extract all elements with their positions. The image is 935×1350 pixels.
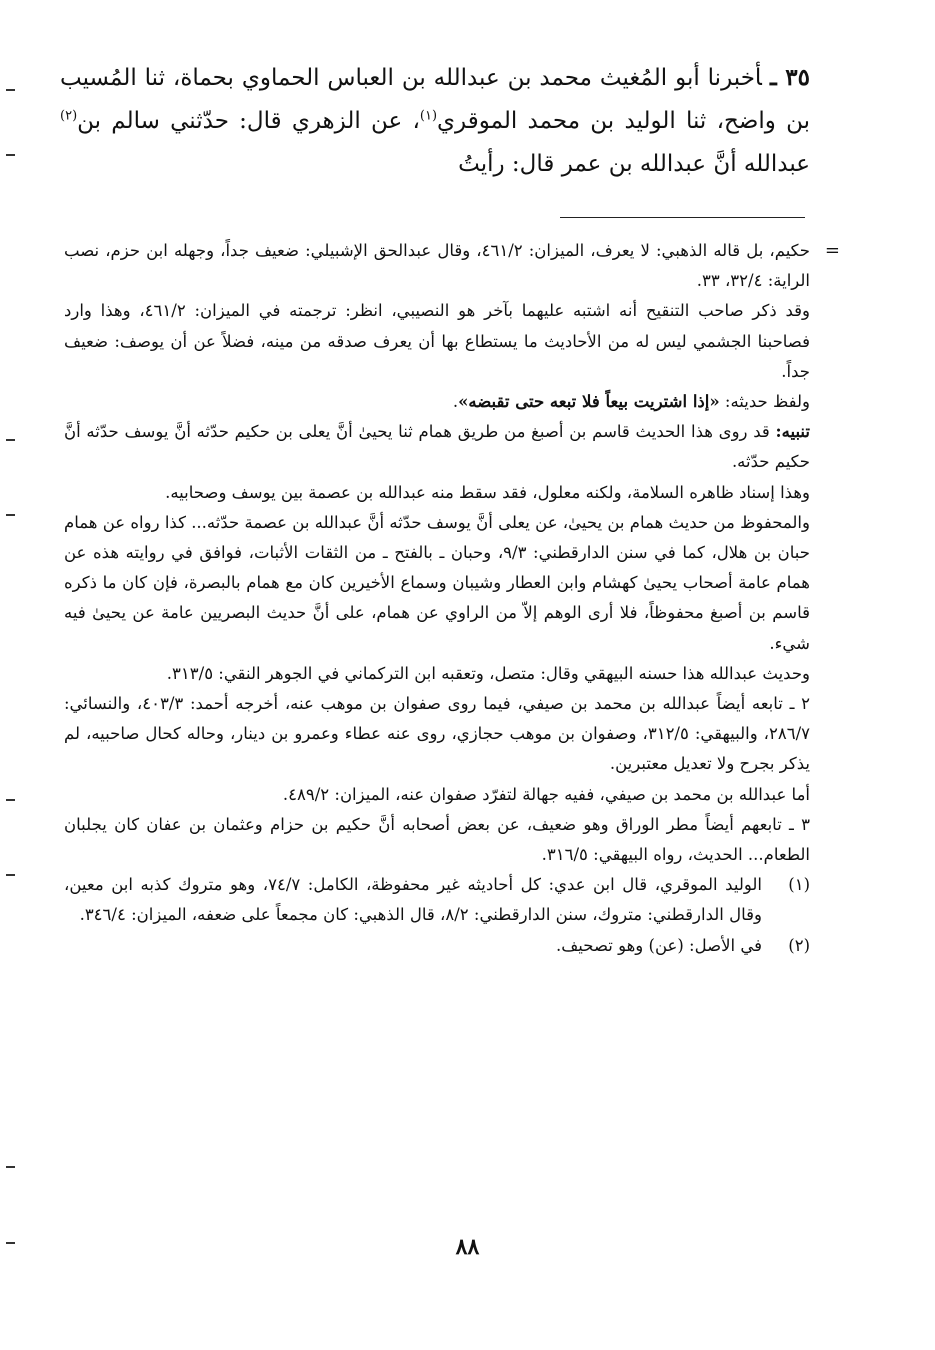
- footnote-separator-rule: [560, 217, 805, 218]
- note-paragraph-10: ٣ ـ تابعهم أيضاً مطر الوراق وهو ضعيف، عن بعض أصحابه أنَّ حكيم بن حزام وعثمان بن عفان كان يجلبان الطعام... الحديث، رواه البيهقي: ٣١٦/٥.: [64, 814, 810, 865]
- margin-mark: [0, 85, 22, 95]
- note-paragraph-6: والمحفوظ من حديث همام بن يحيىٰ، عن يعلى أنَّ يوسف حدّثه أنَّ عبدالله بن عصمة حدّثه... كذا رواه عن همام حبان بن هلال، كما في سنن الدارقطني: ٩/٣، وحبان ـ بالفتح ـ من الثقات الأثبات، فوافق في روايته هذه عن همام عامة أصحاب يحيىٰ كهشام وابن العطار وشيبان وسماع الأخيرين كان مع همام بالبصرة، فإن كان ما ذكره قاسم بن أصبغ محفوظاً، فلا أرى الوهم إلاّ من الراوي عن همام، على أنَّ حديث البصريين عامة عن يحيىٰ فيه شيء.: [64, 512, 810, 653]
- hadith-text-part-b: ، عن الزهري قال: حدّثني سالم بن: [77, 108, 420, 134]
- continuation-mark: =: [824, 240, 840, 261]
- footnote-1: [64, 870, 810, 930]
- note-paragraph-1: [64, 236, 840, 296]
- note-paragraph-7: وحديث عبدالله هذا حسنه البيهقي وقال: متصل، وتعقبه ابن التركماني في الجوهر النقي: ٣١٣/٥.: [166, 663, 810, 683]
- footnote-1-number: (١): [788, 875, 810, 895]
- note-paragraph-4-text: قد روى هذا الحديث قاسم بن أصبغ من طريق همام ثنا يحيىٰ أنَّ يعلى بن حكيم حدّثه أنَّ يوسف حدّثه أنَّ حكيم حدّثه.: [64, 422, 810, 472]
- margin-mark: [0, 150, 22, 160]
- footnote-1-text: الوليد الموقري، قال ابن عدي: كل أحاديثه غير محفوظة، الكامل: ٧٤/٧، وهو متروك كذبه ابن معين، وقال الدارقطني: متروك، سنن الدارقطني: ٨/٢، قال الذهبي: كان مجمعاً على ضعفه، الميزان: ٣٤٦/٤.: [64, 875, 762, 925]
- page-number: ٨٨: [455, 1234, 480, 1260]
- note-paragraph-8: ٢ ـ تابعه أيضاً عبدالله بن محمد بن صيفي، فيما روى صفوان بن موهب عنه، أخرجه أحمد: ٤٠٣/٣، والنسائي: ٢٨٦/٧، والبيهقي: ٣١٢/٥، وصفوان بن موهب حجازي، روى عنه عطاء وعمرو بن دينار، وحاله كحال صاحبيه، لم يذكر بجرح ولا تعديل معتبرين.: [64, 694, 811, 774]
- hadith-number: ٣٥ ـ: [769, 64, 810, 91]
- note-paragraph-9: أما عبدالله بن محمد بن صيفي، ففيه جهالة لتفرّد صفوان عنه، الميزان: ٤٨٩/٢.: [282, 784, 810, 804]
- note-paragraph-3-suffix: .: [452, 392, 459, 412]
- footnote-2-text: في الأصل: (عن) وهو تصحيف.: [555, 935, 762, 955]
- margin-mark: [0, 510, 22, 520]
- note-paragraph-4: [64, 417, 810, 477]
- hadith-text-part-a: أخبرنا أبو المُغيث محمد بن عبدالله بن العباس الحماوي بحماة، ثنا المُسيب بن واضح، ثنا الوليد بن محمد الموقري: [60, 65, 811, 134]
- footnote-ref-2[interactable]: (٢): [60, 108, 78, 124]
- note-paragraph-2: وقد ذكر صاحب التنقيح أنه اشتبه عليهما بآخر هو النصيبي، انظر: ترجمته في الميزان: ٤٦١/٢، وهذا وارد فصاحبنا الجشمي ليس له من الأحاديث ما يستطاع بها أن يعرف صدقه من مينه، فضلاً عن أن يوصف: ضعيف جداً.: [64, 301, 810, 381]
- footnotes-section: [64, 236, 840, 961]
- margin-mark: [0, 435, 22, 445]
- note-paragraph-3-prefix: ولفظ حديثه:: [719, 392, 810, 412]
- note-paragraph-1-text: حكيم، بل قاله الذهبي: لا يعرف، الميزان: ٤٦١/٢، وقال عبدالحق الإشبيلي: ضعيف جداً، وجهله ابن حزم، نصب الراية: ٣٢/٤، ٣٣.: [64, 241, 810, 291]
- note-warning-label: تنبيه:: [775, 422, 810, 442]
- hadith-wording: «إذا اشتريت بيعاً فلا تبعه حتى تقبضه»: [458, 392, 720, 412]
- margin-mark: [0, 795, 22, 805]
- note-paragraph-5: وهذا إسناد ظاهره السلامة، ولكنه معلول، فقد سقط منه عبدالله بن عصمة بين يوسف وصحابيه.: [165, 482, 810, 502]
- margin-mark: [0, 1162, 22, 1172]
- note-paragraph-3: [64, 387, 810, 417]
- hadith-text: [60, 56, 810, 186]
- hadith-text-part-c: عبدالله أنَّ عبدالله بن عمر قال: رأيتُ: [458, 151, 810, 177]
- footnote-2: [64, 931, 810, 961]
- footnote-2-number: (٢): [788, 935, 810, 955]
- margin-mark: [0, 1238, 22, 1248]
- margin-mark: [0, 870, 22, 880]
- footnote-ref-1[interactable]: (١): [419, 108, 438, 124]
